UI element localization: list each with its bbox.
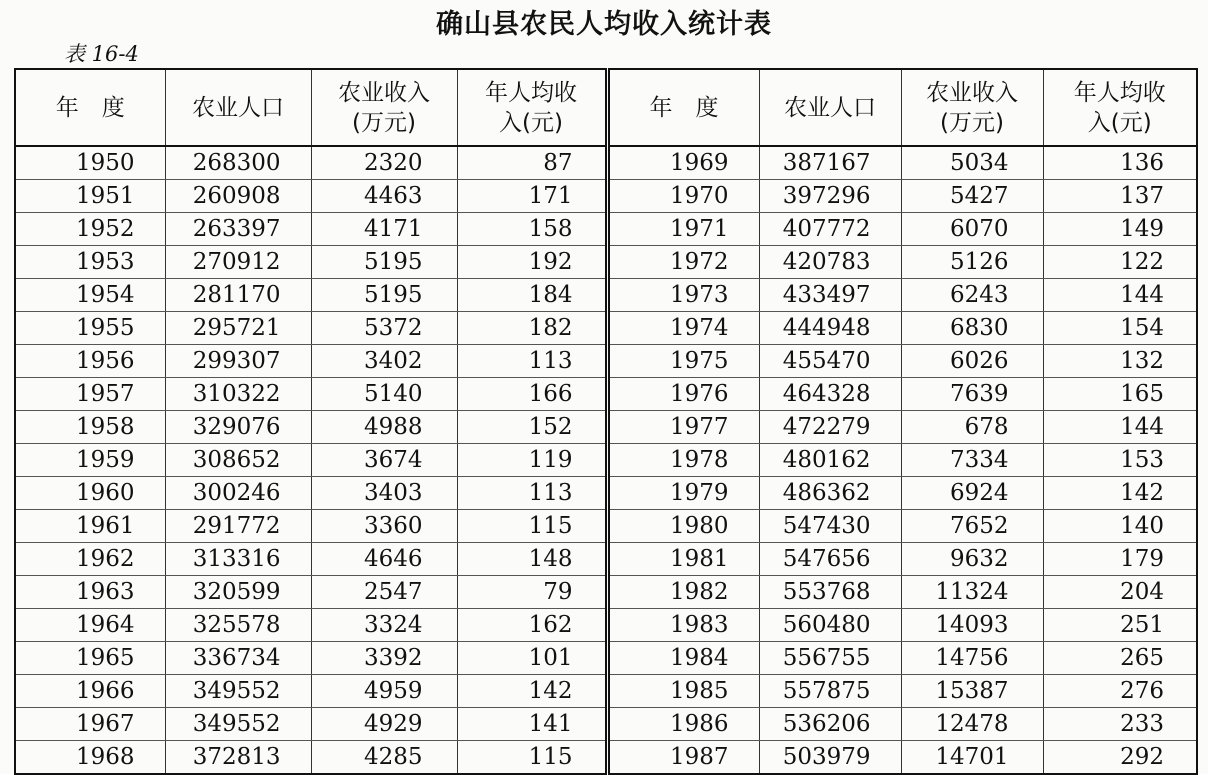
per-capita-cell: 154 [1043, 312, 1197, 345]
per-capita-cell: 142 [457, 675, 607, 708]
year-cell: 1961 [15, 510, 165, 543]
agri-pop-cell: 263397 [165, 213, 311, 246]
per-capita-cell: 165 [1043, 378, 1197, 411]
agri-income-cell: 7652 [901, 510, 1043, 543]
per-capita-cell: 153 [1043, 444, 1197, 477]
agri-pop-cell: 444948 [759, 312, 901, 345]
agri-pop-cell: 336734 [165, 642, 311, 675]
per-capita-cell: 115 [457, 741, 607, 775]
year-cell: 1971 [607, 213, 759, 246]
agri-income-cell: 3402 [311, 345, 457, 378]
agri-income-cell: 5195 [311, 279, 457, 312]
year-cell: 1966 [15, 675, 165, 708]
header-agri-income-line1: 农业收入 [926, 79, 1018, 106]
table-row [15, 675, 1197, 708]
header-per-capita-line2: 入(元) [1087, 109, 1152, 136]
year-cell: 1960 [15, 477, 165, 510]
agri-pop-cell: 553768 [759, 576, 901, 609]
agri-pop-cell: 407772 [759, 213, 901, 246]
agri-income-cell: 9632 [901, 543, 1043, 576]
per-capita-cell: 101 [457, 642, 607, 675]
year-cell: 1985 [607, 675, 759, 708]
agri-pop-cell: 557875 [759, 675, 901, 708]
per-capita-cell: 115 [457, 510, 607, 543]
year-cell: 1972 [607, 246, 759, 279]
year-cell: 1952 [15, 213, 165, 246]
header-per-capita-line1: 年人均收 [1073, 79, 1166, 106]
table-header-row [15, 69, 1197, 146]
agri-income-cell: 2320 [311, 146, 457, 180]
year-cell: 1969 [607, 146, 759, 180]
per-capita-cell: 292 [1043, 741, 1197, 775]
agri-pop-cell: 560480 [759, 609, 901, 642]
agri-pop-cell: 329076 [165, 411, 311, 444]
agri-pop-cell: 295721 [165, 312, 311, 345]
year-cell: 1973 [607, 279, 759, 312]
table-row [15, 378, 1197, 411]
year-cell: 1987 [607, 741, 759, 775]
agri-pop-cell: 300246 [165, 477, 311, 510]
agri-pop-cell: 313316 [165, 543, 311, 576]
table-row [15, 543, 1197, 576]
per-capita-cell: 251 [1043, 609, 1197, 642]
table-row [15, 146, 1197, 180]
year-cell: 1965 [15, 642, 165, 675]
agri-pop-cell: 556755 [759, 642, 901, 675]
per-capita-cell: 144 [1043, 279, 1197, 312]
agri-income-cell: 3360 [311, 510, 457, 543]
agri-income-cell: 5126 [901, 246, 1043, 279]
agri-pop-cell: 464328 [759, 378, 901, 411]
agri-income-cell: 7639 [901, 378, 1043, 411]
agri-pop-cell: 349552 [165, 708, 311, 741]
agri-income-cell: 2547 [311, 576, 457, 609]
header-agri-income-line2: (万元) [940, 109, 1004, 136]
year-cell: 1986 [607, 708, 759, 741]
agri-pop-cell: 260908 [165, 180, 311, 213]
per-capita-cell: 122 [1043, 246, 1197, 279]
agri-income-cell: 4171 [311, 213, 457, 246]
table-row [15, 411, 1197, 444]
year-cell: 1963 [15, 576, 165, 609]
income-table [14, 68, 1198, 775]
table-row [15, 642, 1197, 675]
per-capita-cell: 119 [457, 444, 607, 477]
year-cell: 1957 [15, 378, 165, 411]
agri-income-cell: 11324 [901, 576, 1043, 609]
per-capita-cell: 149 [1043, 213, 1197, 246]
agri-income-cell: 6924 [901, 477, 1043, 510]
agri-pop-cell: 472279 [759, 411, 901, 444]
agri-pop-cell: 291772 [165, 510, 311, 543]
agri-pop-cell: 455470 [759, 345, 901, 378]
header-year-left: 年 度 [15, 69, 165, 146]
table-row [15, 741, 1197, 775]
per-capita-cell: 142 [1043, 477, 1197, 510]
per-capita-cell: 113 [457, 345, 607, 378]
agri-pop-cell: 320599 [165, 576, 311, 609]
per-capita-cell: 166 [457, 378, 607, 411]
year-cell: 1958 [15, 411, 165, 444]
year-cell: 1959 [15, 444, 165, 477]
per-capita-cell: 162 [457, 609, 607, 642]
year-cell: 1956 [15, 345, 165, 378]
per-capita-cell: 137 [1043, 180, 1197, 213]
agri-pop-cell: 480162 [759, 444, 901, 477]
agri-pop-cell: 281170 [165, 279, 311, 312]
per-capita-cell: 132 [1043, 345, 1197, 378]
agri-pop-cell: 536206 [759, 708, 901, 741]
header-per-capita-right [1043, 69, 1197, 146]
table-row [15, 609, 1197, 642]
agri-income-cell: 5427 [901, 180, 1043, 213]
per-capita-cell: 233 [1043, 708, 1197, 741]
agri-pop-cell: 325578 [165, 609, 311, 642]
agri-income-cell: 4929 [311, 708, 457, 741]
per-capita-cell: 79 [457, 576, 607, 609]
table-row [15, 708, 1197, 741]
year-cell: 1953 [15, 246, 165, 279]
agri-income-cell: 3403 [311, 477, 457, 510]
per-capita-cell: 140 [1043, 510, 1197, 543]
table-body [15, 146, 1197, 774]
header-agri-pop-left: 农业人口 [165, 69, 311, 146]
agri-income-cell: 3674 [311, 444, 457, 477]
table-row [15, 213, 1197, 246]
agri-pop-cell: 308652 [165, 444, 311, 477]
header-per-capita-left [457, 69, 607, 146]
table-row [15, 312, 1197, 345]
agri-pop-cell: 420783 [759, 246, 901, 279]
agri-income-cell: 12478 [901, 708, 1043, 741]
table-row [15, 246, 1197, 279]
header-agri-income-line2: (万元) [352, 109, 416, 136]
per-capita-cell: 276 [1043, 675, 1197, 708]
agri-pop-cell: 503979 [759, 741, 901, 775]
per-capita-cell: 144 [1043, 411, 1197, 444]
year-cell: 1955 [15, 312, 165, 345]
per-capita-cell: 148 [457, 543, 607, 576]
per-capita-cell: 87 [457, 146, 607, 180]
year-cell: 1980 [607, 510, 759, 543]
agri-income-cell: 4646 [311, 543, 457, 576]
year-cell: 1964 [15, 609, 165, 642]
year-cell: 1978 [607, 444, 759, 477]
year-cell: 1983 [607, 609, 759, 642]
year-cell: 1984 [607, 642, 759, 675]
agri-income-cell: 3392 [311, 642, 457, 675]
table-row [15, 477, 1197, 510]
agri-pop-cell: 387167 [759, 146, 901, 180]
agri-income-cell: 4959 [311, 675, 457, 708]
agri-income-cell: 4285 [311, 741, 457, 775]
agri-pop-cell: 547656 [759, 543, 901, 576]
table-row [15, 510, 1197, 543]
per-capita-cell: 141 [457, 708, 607, 741]
agri-income-cell: 4463 [311, 180, 457, 213]
header-agri-income-right [901, 69, 1043, 146]
per-capita-cell: 265 [1043, 642, 1197, 675]
agri-income-cell: 6070 [901, 213, 1043, 246]
agri-income-cell: 14756 [901, 642, 1043, 675]
year-cell: 1950 [15, 146, 165, 180]
year-cell: 1979 [607, 477, 759, 510]
per-capita-cell: 171 [457, 180, 607, 213]
agri-income-cell: 678 [901, 411, 1043, 444]
agri-income-cell: 5195 [311, 246, 457, 279]
year-cell: 1968 [15, 741, 165, 775]
agri-income-cell: 15387 [901, 675, 1043, 708]
table-row [15, 279, 1197, 312]
agri-income-cell: 14701 [901, 741, 1043, 775]
year-cell: 1951 [15, 180, 165, 213]
agri-pop-cell: 310322 [165, 378, 311, 411]
agri-income-cell: 6026 [901, 345, 1043, 378]
year-cell: 1981 [607, 543, 759, 576]
table-row [15, 576, 1197, 609]
agri-pop-cell: 270912 [165, 246, 311, 279]
per-capita-cell: 152 [457, 411, 607, 444]
agri-pop-cell: 268300 [165, 146, 311, 180]
year-cell: 1967 [15, 708, 165, 741]
header-per-capita-line2: 入(元) [499, 109, 563, 136]
per-capita-cell: 113 [457, 477, 607, 510]
year-cell: 1976 [607, 378, 759, 411]
agri-income-cell: 6830 [901, 312, 1043, 345]
table-row [15, 444, 1197, 477]
per-capita-cell: 182 [457, 312, 607, 345]
header-agri-pop-right: 农业人口 [759, 69, 901, 146]
year-cell: 1970 [607, 180, 759, 213]
year-cell: 1954 [15, 279, 165, 312]
header-agri-income-left [311, 69, 457, 146]
agri-pop-cell: 349552 [165, 675, 311, 708]
agri-pop-cell: 299307 [165, 345, 311, 378]
per-capita-cell: 158 [457, 213, 607, 246]
agri-pop-cell: 372813 [165, 741, 311, 775]
header-agri-income-line1: 农业收入 [338, 79, 430, 106]
header-per-capita-line1: 年人均收 [485, 79, 577, 106]
agri-pop-cell: 486362 [759, 477, 901, 510]
per-capita-cell: 192 [457, 246, 607, 279]
agri-income-cell: 5140 [311, 378, 457, 411]
year-cell: 1975 [607, 345, 759, 378]
agri-pop-cell: 433497 [759, 279, 901, 312]
per-capita-cell: 204 [1043, 576, 1197, 609]
table-row [15, 345, 1197, 378]
per-capita-cell: 179 [1043, 543, 1197, 576]
year-cell: 1974 [607, 312, 759, 345]
agri-income-cell: 5034 [901, 146, 1043, 180]
header-year-right: 年 度 [607, 69, 759, 146]
per-capita-cell: 184 [457, 279, 607, 312]
table-row [15, 180, 1197, 213]
agri-income-cell: 4988 [311, 411, 457, 444]
agri-income-cell: 7334 [901, 444, 1043, 477]
year-cell: 1962 [15, 543, 165, 576]
agri-income-cell: 3324 [311, 609, 457, 642]
agri-pop-cell: 397296 [759, 180, 901, 213]
agri-income-cell: 14093 [901, 609, 1043, 642]
agri-income-cell: 6243 [901, 279, 1043, 312]
year-cell: 1977 [607, 411, 759, 444]
agri-income-cell: 5372 [311, 312, 457, 345]
table-label: 表 16-4 [64, 42, 139, 66]
year-cell: 1982 [607, 576, 759, 609]
agri-pop-cell: 547430 [759, 510, 901, 543]
per-capita-cell: 136 [1043, 146, 1197, 180]
page-title: 确山县农民人均收入统计表 [436, 9, 772, 40]
